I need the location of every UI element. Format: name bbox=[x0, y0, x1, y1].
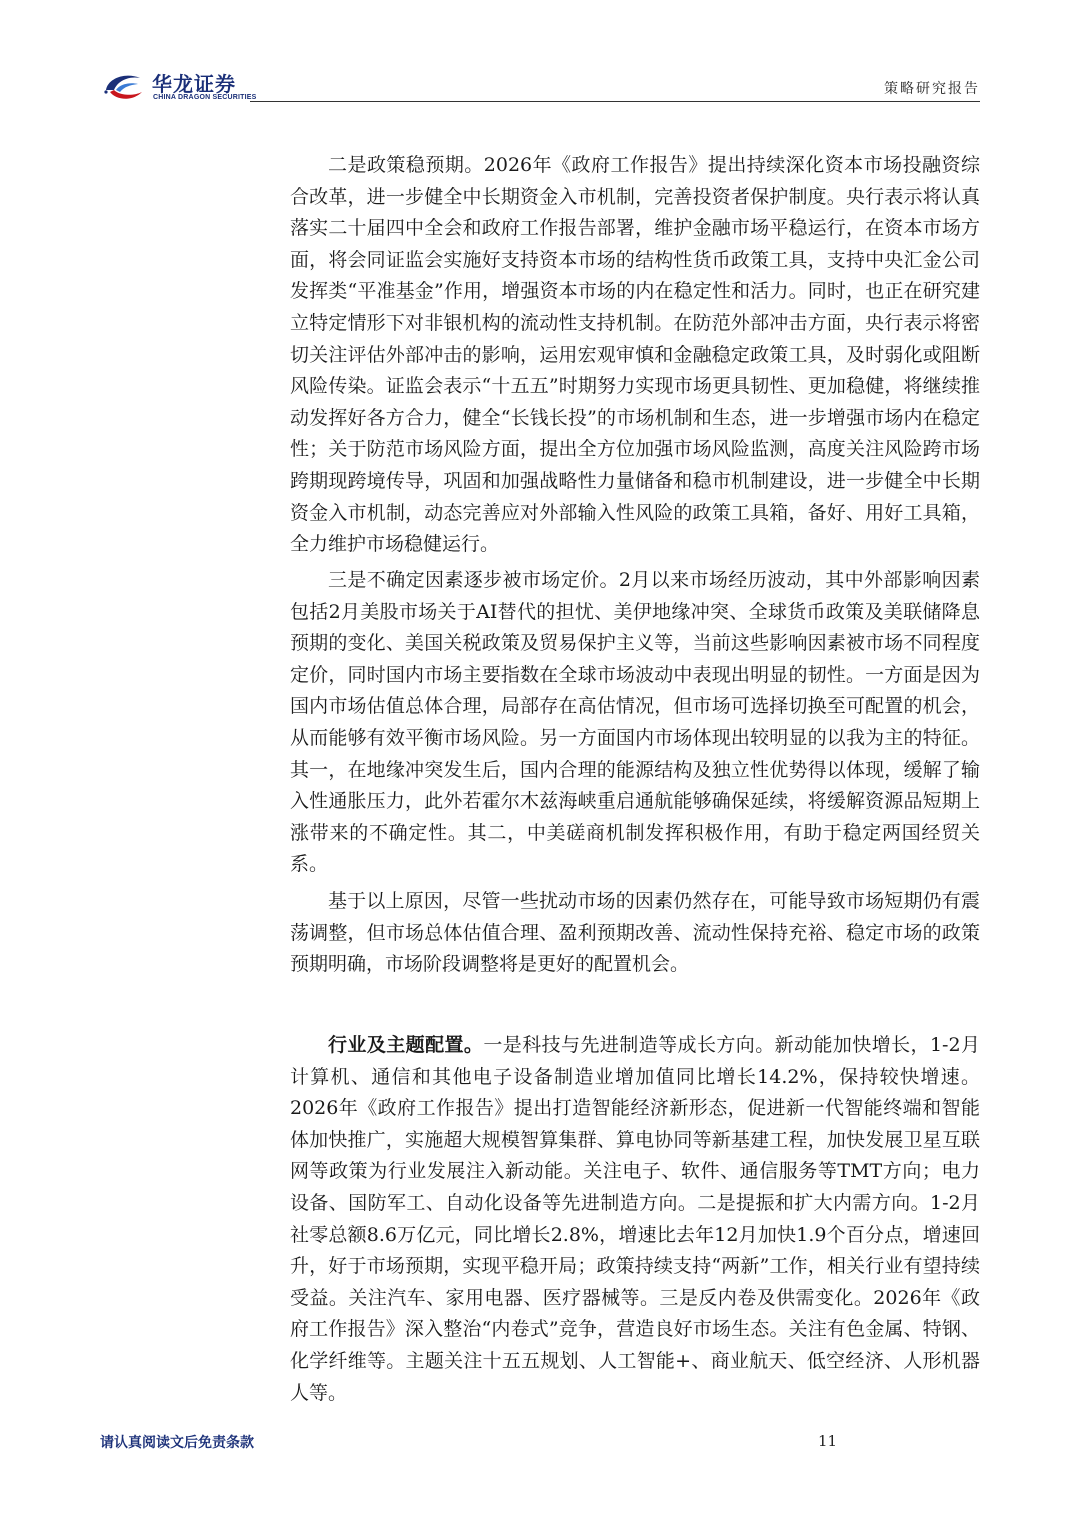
dragon-logo-icon bbox=[100, 70, 148, 106]
sector-allocation-lead: 行业及主题配置。 bbox=[328, 1034, 484, 1056]
sector-allocation-text: 一是科技与先进制造等成长方向。新动能加快增长，1-2月计算机、通信和其他电子设备制造业增加值同比增长14.2%，保持较快增速。2026年《政府工作报告》提出打造智能经济新形态，促进新一代智能终端和智能体加快推广，实施超大规模智算集群、算电协同等新基建工程，加快发展卫星互联网等政策为行业发展注入新动能。关注电子、软件、通信服务等TMT方向；电力设备、国防军工、自动化设备等先进制造方向。二是提振和扩大内需方向。1-2月社零总额8.6万亿元，同比增长2.8%，增速比去年12月加快1.9个百分点，增速回升，好于市场预期，实现平稳开局；政策持续支持“两新”工作，相关行业有望持续受益。关注汽车、家用电器、医疗器械等。三是反内卷及供需变化。2026年《政府工作报告》深入整治“内卷式”竞争，营造良好市场生态。关注有色金属、特钢、化学纤维等。主题关注十五五规划、人工智能+、商业航天、低空经济、人形机器人等。 bbox=[290, 1034, 980, 1404]
report-type-label: 策略研究报告 bbox=[884, 81, 980, 97]
disclaimer-note: 请认真阅读文后免责条款 bbox=[100, 1435, 254, 1451]
logo-english-text: CHINA DRAGON SECURITIES bbox=[153, 94, 257, 101]
header-divider bbox=[250, 101, 980, 102]
page-number: 11 bbox=[818, 1432, 838, 1450]
logo-chinese-text: 华龙证券 bbox=[152, 72, 236, 96]
paragraph-conclusion: 基于以上原因，尽管一些扰动市场的因素仍然存在，可能导致市场短期仍有震荡调整，但市场总体估值合理、盈利预期改善、流动性保持充裕、稳定市场的政策预期明确，市场阶段调整将是更好的配置机会。 bbox=[290, 890, 980, 976]
paragraph-sector-allocation bbox=[290, 1030, 980, 1409]
paragraph-uncertainty-pricing: 三是不确定因素逐步被市场定价。2月以来市场经历波动，其中外部影响因素包括2月美股市场关于AI替代的担忧、美伊地缘冲突、全球货币政策及美联储降息预期的变化、美国关税政策及贸易保护主义等，当前这些影响因素被市场不同程度定价，同时国内市场主要指数在全球市场波动中表现出明显的韧性。一方面是因为国内市场估值总体合理，局部存在高估情况，但市场可选择切换至可配置的机会，从而能够有效平衡市场风险。另一方面国内市场体现出较明显的以我为主的特征。其一，在地缘冲突发生后，国内合理的能源结构及独立性优势得以体现，缓解了输入性通胀压力，此外若霍尔木兹海峡重启通航能够确保延续，将缓解资源品短期上涨带来的不确定性。其二，中美磋商机制发挥积极作用，有助于稳定两国经贸关系。 bbox=[290, 569, 980, 876]
paragraph-policy-expectations: 二是政策稳预期。2026年《政府工作报告》提出持续深化资本市场投融资综合改革，进一步健全中长期资金入市机制，完善投资者保护制度。央行表示将认真落实二十届四中全会和政府工作报告部署，维护金融市场平稳运行，在资本市场方面，将会同证监会实施好支持资本市场的结构性货币政策工具，支持中央汇金公司发挥类“平准基金”作用，增强资本市场的内在稳定性和活力。同时，也正在研究建立特定情形下对非银机构的流动性支持机制。在防范外部冲击方面，央行表示将密切关注评估外部冲击的影响，运用宏观审慎和金融稳定政策工具，及时弱化或阻断风险传染。证监会表示“十五五”时期努力实现市场更具韧性、更加稳健，将继续推动发挥好各方合力，健全“长钱长投”的市场机制和生态，进一步增强市场内在稳定性；关于防范市场风险方面，提出全方位加强市场风险监测，高度关注风险跨市场跨期现跨境传导，巩固和加强战略性力量储备和稳市机制建设，进一步健全中长期资金入市机制，动态完善应对外部输入性风险的政策工具箱，备好、用好工具箱，全力维护市场稳健运行。 bbox=[290, 154, 980, 556]
page-header bbox=[100, 66, 980, 106]
